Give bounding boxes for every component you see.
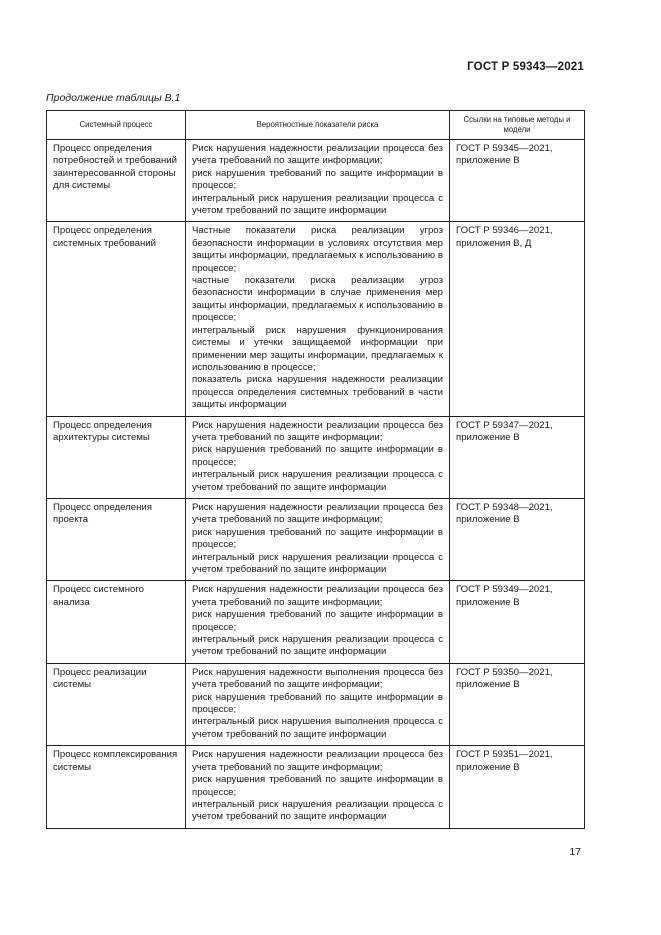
process-cell: Процесс системного анализа bbox=[47, 581, 186, 663]
process-cell: Процесс определения проекта bbox=[47, 498, 186, 580]
indicator-item: Риск нарушения надежности реализации процесса без учета требований по защите информации; bbox=[192, 419, 443, 443]
indicator-item: Риск нарушения надежности реализации процесса без учета требований по защите информации; bbox=[192, 749, 443, 773]
table-row bbox=[47, 498, 585, 580]
process-cell: Процесс определения архитектуры системы bbox=[47, 416, 186, 498]
references-cell: ГОСТ Р 59350—2021, приложение В bbox=[450, 663, 585, 745]
indicator-item: Частные показатели риска реализации угроз безопасности информации в условиях отсутствия мер защиты информации, предлагаемых к использованию в процессе; bbox=[192, 225, 443, 274]
process-cell: Процесс определения системных требований bbox=[47, 222, 186, 416]
indicators-cell bbox=[186, 416, 450, 498]
indicator-item: риск нарушения требований по защите информации в процессе; bbox=[192, 526, 443, 551]
indicator-item: частные показатели риска реализации угроз безопасности информации в случае применения мер защиты информации, предлагаемых к использованию в процессе; bbox=[192, 275, 443, 324]
references-cell: ГОСТ Р 59351—2021, приложение В bbox=[450, 746, 585, 828]
process-cell: Процесс реализации системы bbox=[47, 663, 186, 745]
table-row bbox=[47, 222, 585, 416]
references-cell: ГОСТ Р 59349—2021, приложение В bbox=[450, 581, 585, 663]
indicator-item: Риск нарушения надежности реализации процесса без учета требований по защите информации; bbox=[192, 584, 443, 608]
indicators-cell bbox=[186, 663, 450, 745]
indicator-item: интегральный риск нарушения реализации процесса с учетом требований по защите информации bbox=[192, 469, 443, 493]
indicator-item: риск нарушения требований по защите информации в процессе; bbox=[192, 774, 443, 798]
references-cell: ГОСТ Р 59347—2021, приложение В bbox=[450, 416, 585, 498]
table-row bbox=[47, 140, 585, 222]
table-header-row bbox=[47, 111, 585, 140]
references-cell: ГОСТ Р 59345—2021, приложение В bbox=[450, 140, 585, 222]
indicator-item: риск нарушения требований по защите информации в процессе; bbox=[192, 691, 443, 716]
indicator-item: Риск нарушения надежности реализации процесса без учета требований по защите информации; bbox=[192, 143, 443, 167]
indicator-item: Риск нарушения надежности реализации процесса без учета требований по защите информации; bbox=[192, 501, 443, 526]
indicator-item: Риск нарушения надежности выполнения процесса без учета требований по защите информации; bbox=[192, 666, 443, 691]
table-row bbox=[47, 663, 585, 745]
indicators-cell bbox=[186, 498, 450, 580]
process-cell: Процесс определения потребностей и требований заинтересованной стороны для системы bbox=[47, 140, 186, 222]
references-cell: ГОСТ Р 59346—2021, приложения В, Д bbox=[450, 222, 585, 416]
column-header-indicators: Вероятностные показатели риска bbox=[186, 111, 450, 140]
indicator-item: интегральный риск нарушения реализации процесса с учетом требований по защите информации bbox=[192, 634, 443, 658]
indicator-item: риск нарушения требований по защите информации в процессе; bbox=[192, 167, 443, 192]
indicator-item: риск нарушения требований по защите информации в процессе; bbox=[192, 609, 443, 633]
indicators-cell bbox=[186, 746, 450, 828]
table-row bbox=[47, 416, 585, 498]
indicator-item: интегральный риск нарушения выполнения процесса с учетом требований по защите информации bbox=[192, 716, 443, 740]
process-cell: Процесс комплексирования системы bbox=[47, 746, 186, 828]
table-row bbox=[47, 746, 585, 828]
column-header-process: Системный процесс bbox=[47, 111, 186, 140]
indicators-cell bbox=[186, 222, 450, 416]
risk-indicators-table bbox=[46, 110, 585, 829]
indicator-item: показатель риска нарушения надежности реализации процесса определения системных требований в части защиты информации bbox=[192, 374, 443, 411]
references-cell: ГОСТ Р 59348—2021, приложение В bbox=[450, 498, 585, 580]
indicator-item: риск нарушения требований по защите информации в процессе; bbox=[192, 444, 443, 468]
indicators-cell bbox=[186, 581, 450, 663]
indicators-cell bbox=[186, 140, 450, 222]
indicator-item: интегральный риск нарушения функционирования системы и утечки защищаемой информации при применении мер защиты информации, предлагаемых к использованию в процессе; bbox=[192, 324, 443, 373]
page-number: 17 bbox=[569, 846, 581, 858]
table-row bbox=[47, 581, 585, 663]
indicator-item: интегральный риск нарушения реализации процесса с учетом требований по защите информации bbox=[192, 798, 443, 823]
indicator-item: интегральный риск нарушения реализации процесса с учетом требований по защите информации bbox=[192, 551, 443, 575]
table-caption: Продолжение таблицы В.1 bbox=[46, 92, 181, 104]
indicator-item: интегральный риск нарушения реализации процесса с учетом требований по защите информации bbox=[192, 192, 443, 217]
document-code: ГОСТ Р 59343—2021 bbox=[467, 61, 584, 73]
column-header-references: Ссылки на типовые методы и модели bbox=[450, 111, 585, 140]
